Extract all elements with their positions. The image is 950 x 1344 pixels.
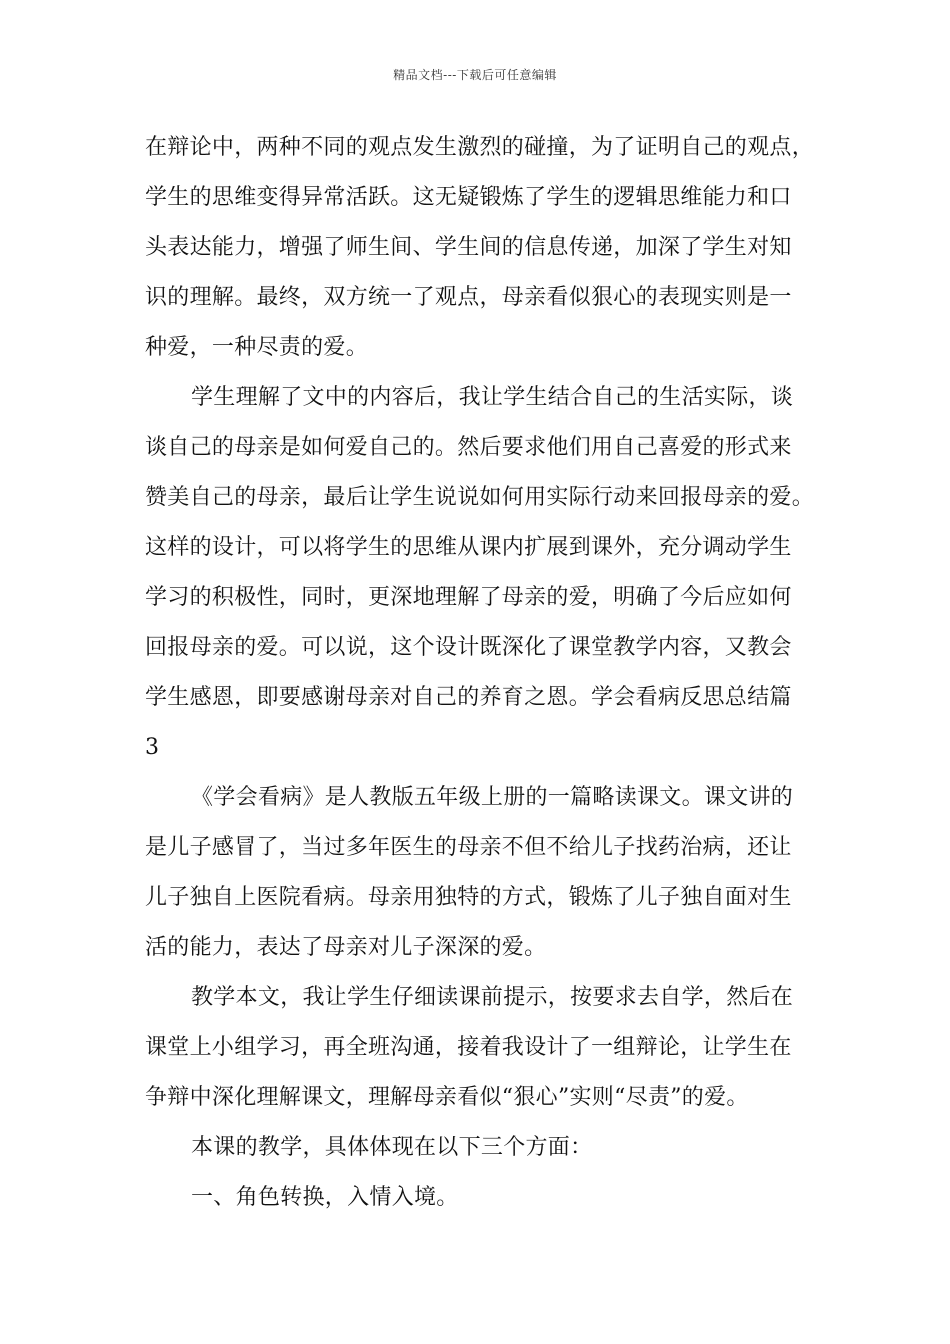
page-header: 精品文档---下载后可任意编辑	[393, 68, 557, 82]
paragraph-1	[145, 123, 817, 373]
text-line: 这样的设计，可以将学生的思维从课内扩展到课外，充分调动学生	[145, 535, 792, 560]
text-line: 本课的教学，具体体现在以下三个方面：	[191, 1135, 593, 1160]
text-line: 在辩论中，两种不同的观点发生激烈的碰撞，为了证明自己的观点，	[145, 135, 815, 160]
paragraph-3	[145, 773, 817, 973]
text-line: 是儿子感冒了，当过多年医生的母亲不但不给儿子找药治病，还让	[145, 835, 792, 860]
text-line: 争辩中深化理解课文，理解母亲看似“狠心”实则“尽责”的爱。	[145, 1085, 749, 1110]
text-line: 头表达能力，增强了师生间、学生间的信息传递，加深了学生对知	[145, 235, 792, 260]
text-line: 活的能力，表达了母亲对儿子深深的爱。	[145, 935, 547, 960]
text-line: 一、角色转换，入情入境。	[191, 1185, 459, 1210]
paragraph-4	[145, 973, 817, 1123]
text-line: 儿子独自上医院看病。母亲用独特的方式，锻炼了儿子独自面对生	[145, 885, 792, 910]
text-line: 教学本文，我让学生仔细读课前提示，按要求去自学，然后在	[191, 985, 794, 1010]
text-line: 3	[145, 735, 160, 760]
text-line: 回报母亲的爱。可以说，这个设计既深化了课堂教学内容，又教会	[145, 635, 792, 660]
text-line: 学生的思维变得异常活跃。这无疑锻炼了学生的逻辑思维能力和口	[145, 185, 792, 210]
document-body	[145, 123, 817, 1223]
paragraph-2	[145, 373, 817, 773]
text-line: 赞美自己的母亲，最后让学生说说如何用实际行动来回报母亲的爱。	[145, 485, 815, 510]
section-heading	[145, 1173, 817, 1223]
text-line: 种爱，一种尽责的爱。	[145, 335, 369, 360]
text-line: 《学会看病》是人教版五年级上册的一篇略读课文。课文讲的	[191, 785, 794, 810]
text-line: 课堂上小组学习，再全班沟通，接着我设计了一组辩论，让学生在	[145, 1035, 792, 1060]
text-line: 学生理解了文中的内容后，我让学生结合自己的生活实际，谈	[191, 385, 794, 410]
text-line: 谈自己的母亲是如何爱自己的。然后要求他们用自己喜爱的形式来	[145, 435, 792, 460]
text-line: 识的理解。最终，双方统一了观点，母亲看似狠心的表现实则是一	[145, 285, 792, 310]
paragraph-5	[145, 1123, 817, 1173]
text-line: 学生感恩，即要感谢母亲对自己的养育之恩。学会看病反思总结篇	[145, 685, 792, 710]
text-line: 学习的积极性，同时，更深地理解了母亲的爱，明确了今后应如何	[145, 585, 792, 610]
